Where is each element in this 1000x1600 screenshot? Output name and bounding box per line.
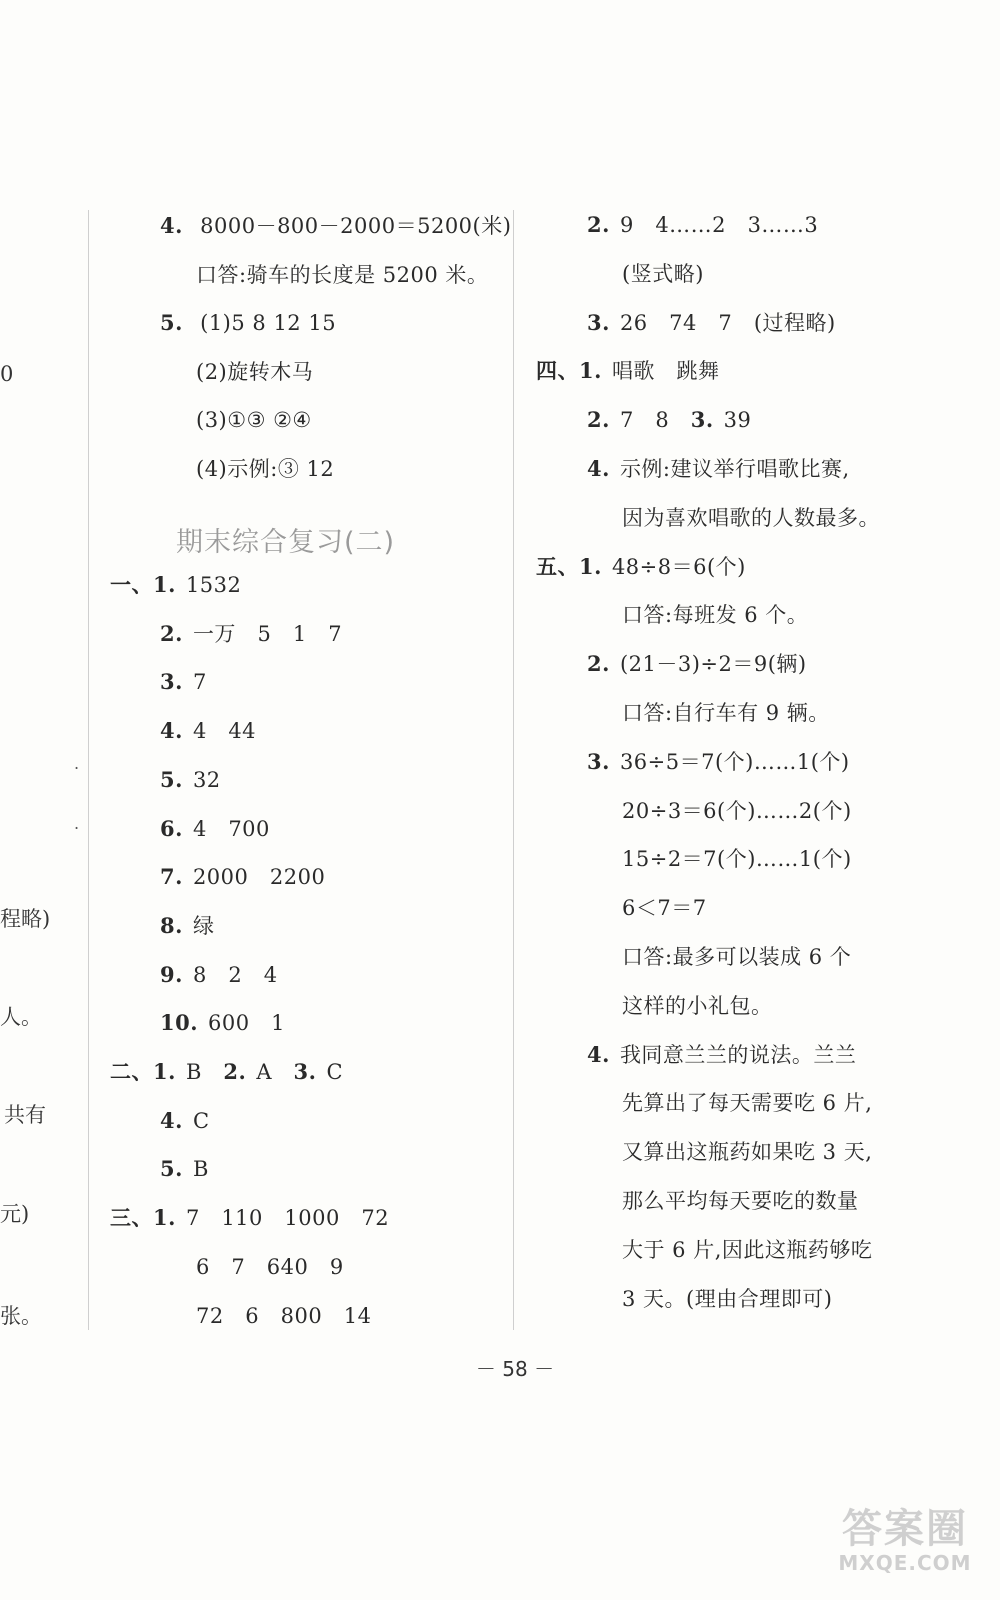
answer-text: 大于 6 片,因此这瓶药够吃 (622, 1237, 873, 1262)
answer-text: B (192, 1157, 209, 1182)
left-fragment: 共有 (4, 1103, 46, 1127)
answer-line (160, 717, 256, 745)
answer-line (160, 815, 270, 843)
watermark-logo (820, 1507, 990, 1592)
answer-line (160, 309, 336, 337)
item-number: 3. (587, 309, 610, 335)
item-number: 2. (587, 407, 610, 433)
item-number: 4. (587, 456, 610, 481)
answer-line (587, 455, 850, 483)
answer-line (536, 357, 719, 385)
answer-text: 7 (192, 670, 207, 695)
item-number: 2. (223, 1059, 247, 1084)
answer-text: 4 44 (192, 719, 257, 744)
item-number: 3. (293, 1059, 317, 1084)
answer-text: 口答:自行车有 9 辆。 (622, 701, 830, 725)
column-divider-left (88, 210, 89, 1330)
answer-text: 3 天。(理由合理即可) (622, 1286, 833, 1311)
answer-line (622, 797, 852, 825)
answer-text: (竖式略) (622, 261, 704, 286)
answer-text: C (326, 1060, 344, 1084)
answer-line (622, 1187, 859, 1215)
answer-line (110, 1058, 343, 1086)
answer-line (622, 943, 851, 971)
answer-text: 7 110 1000 72 (185, 1206, 390, 1231)
section-heading: 期末综合复习(二) (176, 527, 396, 558)
section-number: 五、 (536, 553, 579, 579)
answer-text: 8 2 4 (192, 962, 278, 987)
answer-text: 一万 5 1 7 (192, 621, 343, 646)
answer-text: 15÷2＝7(个)……1(个) (622, 847, 852, 872)
item-number: 2. (587, 651, 610, 677)
answer-text: 口答:每班发 6 个。 (622, 603, 809, 628)
answer-text: 1532 (185, 573, 242, 597)
watermark-url: MXQE.COM (838, 1551, 972, 1575)
column-divider-right (513, 210, 514, 1330)
answer-line (622, 601, 808, 629)
answer-line (160, 1009, 285, 1037)
answer-text: 唱歌 跳舞 (611, 359, 720, 384)
answer-line (196, 406, 312, 434)
answer-line (587, 309, 836, 337)
answer-line (160, 766, 221, 794)
item-number: 1. (153, 1059, 176, 1084)
item-number: 4. (160, 718, 183, 744)
answer-text: 7 8 (619, 408, 691, 433)
item-number: 4. (160, 1107, 183, 1133)
watermark-title: 答案圈 (842, 1506, 968, 1552)
left-fragment: 张。 (0, 1304, 42, 1328)
section-number: 三、 (110, 1205, 153, 1231)
answer-line (587, 1041, 856, 1069)
item-number: 6. (160, 815, 183, 841)
answer-text: 72 6 800 14 (196, 1303, 372, 1328)
section-number: 一、 (110, 572, 153, 597)
left-fragment: 元) (0, 1202, 30, 1226)
answer-line (160, 1107, 210, 1135)
answer-text: 我同意兰兰的说法。兰兰 (619, 1042, 857, 1067)
page-number: － 58 － (475, 1357, 555, 1381)
answer-line (622, 1138, 872, 1166)
answer-line (622, 504, 880, 532)
left-dot: . (74, 754, 80, 773)
answer-text: (4)示例:③ 12 (196, 457, 335, 481)
answer-line (196, 1253, 344, 1281)
answer-text: 6 7 640 9 (196, 1254, 344, 1279)
answer-line (160, 1155, 209, 1183)
answer-line (622, 992, 773, 1020)
item-number: 5. (160, 766, 183, 792)
answer-text: 口答:最多可以装成 6 个 (622, 945, 852, 969)
answer-line (622, 894, 707, 922)
item-number: 9. (160, 961, 183, 987)
item-number: 10. (160, 1010, 199, 1036)
answer-text: 又算出这瓶药如果吃 3 天, (622, 1140, 873, 1165)
answer-line (196, 455, 334, 483)
item-number: 3. (160, 669, 183, 695)
answer-text: 2000 2200 (192, 865, 326, 890)
item-number: 1. (579, 358, 602, 384)
answer-text: A (256, 1060, 294, 1084)
answer-line (196, 358, 313, 386)
answer-text: 因为喜欢唱歌的人数最多。 (622, 505, 880, 530)
answer-text: 这样的小礼包。 (622, 993, 773, 1018)
answer-text: 4 700 (192, 816, 270, 841)
answer-line (160, 863, 325, 891)
answer-text: 那么平均每天要吃的数量 (622, 1189, 859, 1213)
answer-line (160, 961, 278, 989)
left-fragment: 程略) (0, 907, 51, 931)
answer-line (622, 260, 704, 288)
answer-line (110, 1204, 389, 1232)
answer-line (622, 1285, 832, 1313)
answer-text: B (185, 1060, 224, 1084)
item-number: 2. (160, 620, 183, 646)
answer-text: 先算出了每天需要吃 6 片, (622, 1091, 873, 1116)
answer-text: (2)旋转木马 (196, 360, 314, 384)
answer-text: (21－3)÷2＝9(辆) (619, 652, 807, 677)
left-fragment: 人。 (0, 1005, 42, 1029)
answer-text: (1)5 8 12 15 (200, 311, 337, 335)
answer-line (587, 211, 818, 239)
left-fragment: 0 (0, 362, 14, 386)
answer-text: 26 74 7 (过程略) (619, 310, 836, 335)
item-number: 1. (579, 553, 602, 579)
item-number: 4. (587, 1041, 610, 1067)
item-number: 3. (587, 748, 610, 774)
answer-line (196, 261, 488, 289)
answer-line (622, 845, 852, 873)
answer-text: 600 1 (208, 1011, 286, 1036)
answer-line (160, 212, 511, 240)
answer-text: C (192, 1108, 210, 1133)
answer-text: 20÷3＝6(个)……2(个) (622, 798, 852, 823)
answer-text: 示例:建议举行唱歌比赛, (619, 457, 850, 481)
left-dot: . (74, 814, 80, 833)
answer-line (587, 748, 850, 776)
item-number: 4. (160, 213, 183, 238)
section-number: 四、 (536, 358, 579, 384)
answer-line (587, 650, 807, 678)
answer-line (196, 1302, 371, 1330)
item-number: 1. (153, 1205, 176, 1231)
answer-line (110, 571, 241, 599)
item-number: 8. (160, 912, 183, 938)
answer-line (160, 620, 342, 648)
answer-line (160, 912, 214, 940)
answer-text: 绿 (192, 913, 215, 938)
answer-text: 32 (192, 767, 221, 792)
answer-text: 口答:骑车的长度是 5200 米。 (196, 263, 489, 287)
item-number: 1. (153, 572, 176, 597)
answer-line (622, 699, 830, 727)
answer-line (587, 406, 751, 434)
item-number: 3. (690, 407, 714, 433)
answer-line (622, 1236, 872, 1264)
answer-line (622, 1089, 872, 1117)
answer-text: (3)①③ ②④ (196, 408, 312, 432)
answer-text: 36÷5＝7(个)……1(个) (619, 749, 850, 774)
answer-text: 8000－800－2000＝5200(米) (200, 214, 512, 238)
item-number: 2. (587, 212, 610, 237)
answer-text: 6＜7＝7 (622, 896, 707, 921)
item-number: 7. (160, 864, 183, 890)
item-number: 5. (160, 1156, 183, 1182)
answer-text: 48÷8＝6(个) (611, 554, 746, 579)
answer-line (160, 668, 207, 696)
answer-text: 39 (723, 408, 752, 433)
section-number: 二、 (110, 1059, 153, 1084)
answer-text: 9 4……2 3……3 (619, 213, 819, 237)
item-number: 5. (160, 310, 183, 335)
answer-line (536, 553, 746, 581)
